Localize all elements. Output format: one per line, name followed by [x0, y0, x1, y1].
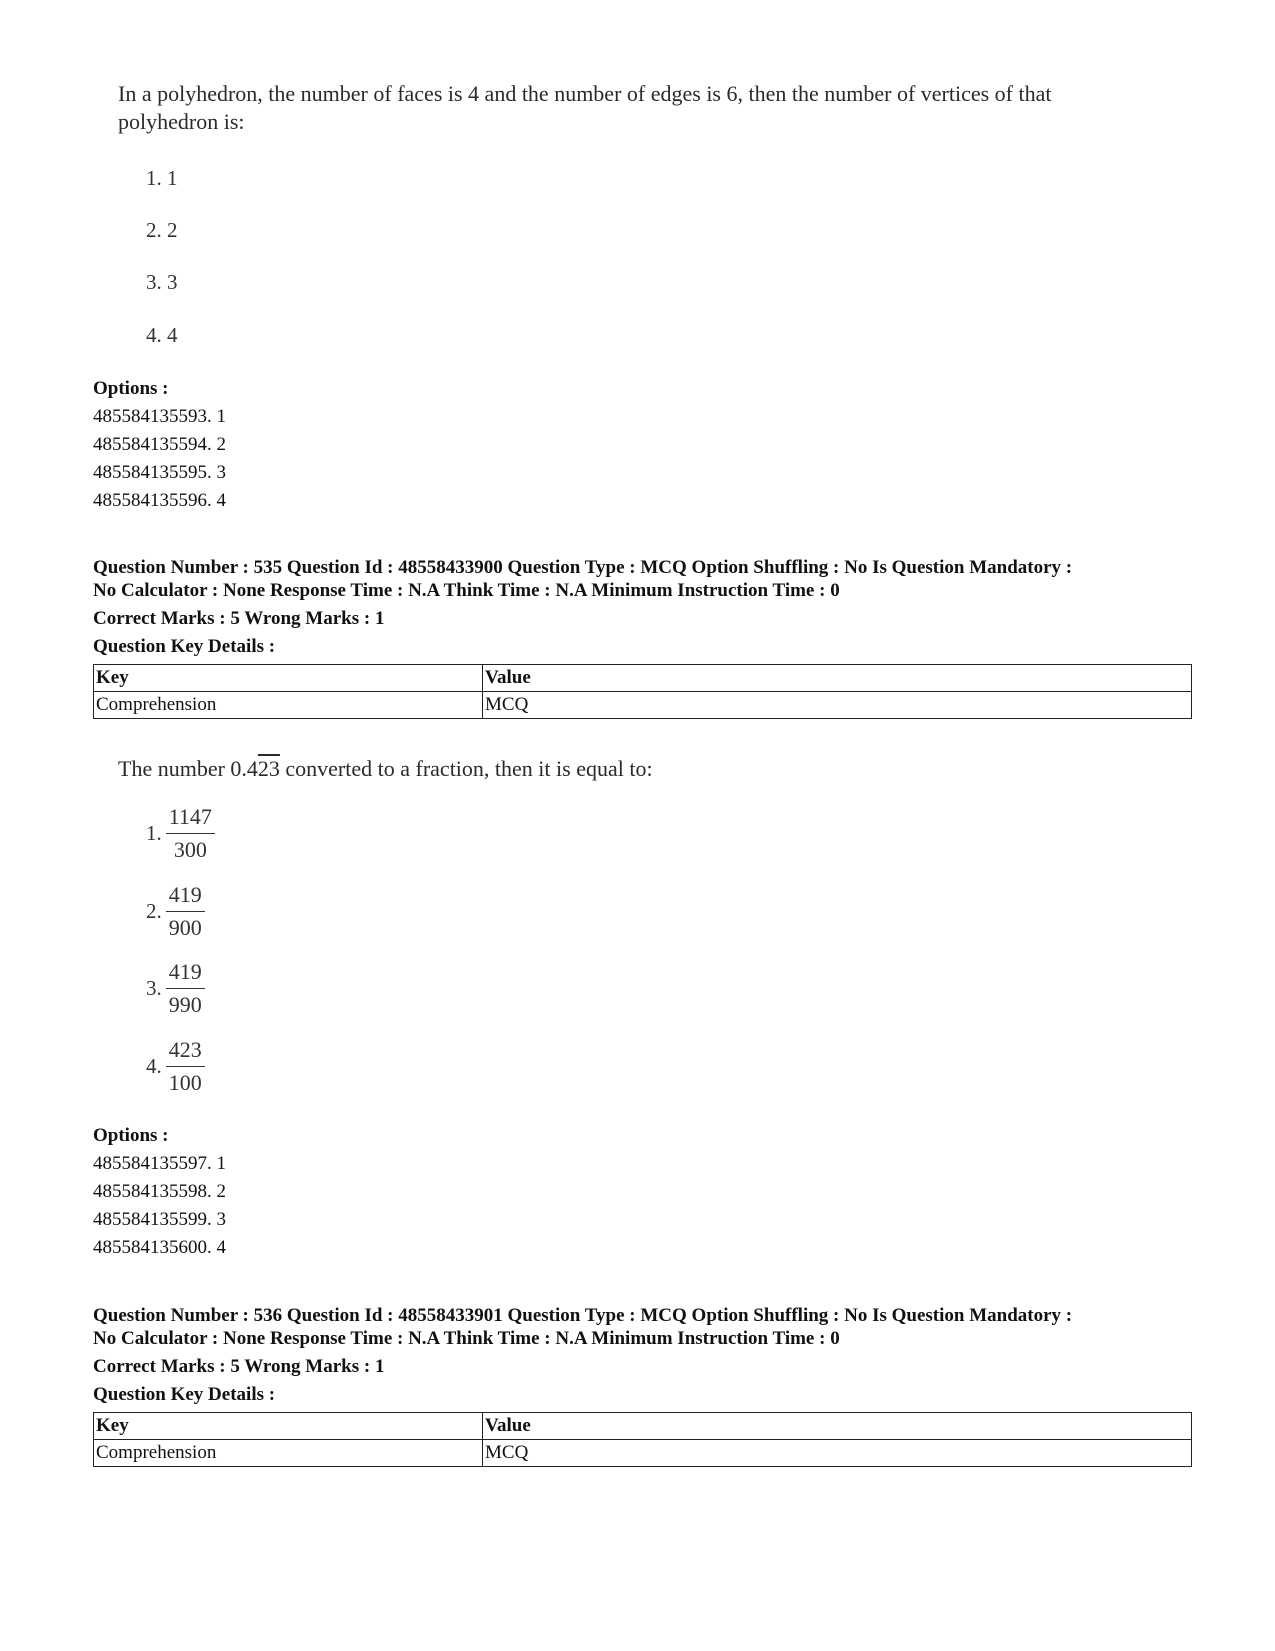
table-header-key: Key [94, 1413, 483, 1440]
fraction-denominator: 990 [168, 991, 202, 1017]
q536-key-details-heading: Question Key Details : [93, 1384, 276, 1405]
fraction-numerator: 419 [166, 881, 205, 912]
fraction-denominator: 300 [173, 836, 207, 862]
table-cell-value: MCQ [483, 692, 1192, 719]
q535-meta-line2: No Calculator : None Response Time : N.A Think Time : N.A Minimum Instruction Time : 0 [93, 580, 840, 601]
fraction [166, 1036, 205, 1097]
choice-label: 4. [146, 1053, 162, 1078]
q535-number-repeating: 23 [257, 756, 280, 781]
fraction-numerator: 423 [166, 1036, 205, 1067]
q535-fraction-choice-4 [146, 1033, 205, 1099]
fraction [166, 803, 215, 864]
choice-label: 3. [146, 975, 162, 1000]
q535-fraction-choice-2 [146, 878, 205, 944]
q534-option-1: 485584135593. 1 [93, 406, 226, 427]
q535-marks: Correct Marks : 5 Wrong Marks : 1 [93, 608, 385, 629]
q535-fraction-choice-3 [146, 955, 205, 1021]
q536-meta-line2: No Calculator : None Response Time : N.A Think Time : N.A Minimum Instruction Time : 0 [93, 1328, 840, 1349]
q535-option-2: 485584135598. 2 [93, 1181, 226, 1202]
fraction-numerator: 1147 [166, 803, 215, 834]
q536-marks: Correct Marks : 5 Wrong Marks : 1 [93, 1356, 385, 1377]
table-cell-key: Comprehension [94, 1440, 483, 1467]
q534-option-3: 485584135595. 3 [93, 462, 226, 483]
choice-label: 2. [146, 898, 162, 923]
table-header-value: Value [483, 1413, 1192, 1440]
q536-key-table [93, 1412, 1192, 1467]
q534-option-4: 485584135596. 4 [93, 490, 226, 511]
q534-choice-2: 2. 2 [146, 218, 178, 242]
q535-key-details-heading: Question Key Details : [93, 636, 276, 657]
table-header-key: Key [94, 665, 483, 692]
q534-choice-4: 4. 4 [146, 323, 178, 347]
q534-option-2: 485584135594. 2 [93, 434, 226, 455]
table-row [94, 1440, 1192, 1467]
fraction [166, 881, 205, 942]
q535-option-1: 485584135597. 1 [93, 1153, 226, 1174]
q535-fraction-choice-1 [146, 800, 215, 866]
q535-text-after: converted to a fraction, then it is equal to: [279, 756, 653, 781]
table-cell-value: MCQ [483, 1440, 1192, 1467]
q535-number-prefix: 0.4 [230, 756, 258, 781]
fraction [166, 958, 205, 1019]
q534-question-text: In a polyhedron, the number of faces is 4 and the number of edges is 6, then the number of vertices of that polyhedron is: [118, 81, 1052, 134]
fraction-denominator: 900 [168, 914, 202, 940]
q536-meta-line1: Question Number : 536 Question Id : 48558433901 Question Type : MCQ Option Shuffling : No Is Question Mandatory : [93, 1305, 1073, 1326]
choice-label: 1. [146, 820, 162, 845]
q534-options-heading: Options : [93, 378, 169, 399]
q535-meta-line1: Question Number : 535 Question Id : 48558433900 Question Type : MCQ Option Shuffling : No Is Question Mandatory : [93, 557, 1073, 578]
q534-choice-3: 3. 3 [146, 270, 178, 294]
q534-choice-1: 1. 1 [146, 166, 178, 190]
table-header-row [94, 665, 1192, 692]
table-cell-key: Comprehension [94, 692, 483, 719]
q535-options-heading: Options : [93, 1125, 169, 1146]
table-row [94, 692, 1192, 719]
table-header-value: Value [483, 665, 1192, 692]
q535-option-4: 485584135600. 4 [93, 1237, 226, 1258]
q535-key-table [93, 664, 1192, 719]
q535-text-before: The number [118, 756, 231, 781]
fraction-numerator: 419 [166, 958, 205, 989]
q535-question-text [118, 755, 1118, 783]
table-header-row [94, 1413, 1192, 1440]
fraction-denominator: 100 [168, 1069, 202, 1095]
q535-option-3: 485584135599. 3 [93, 1209, 226, 1230]
